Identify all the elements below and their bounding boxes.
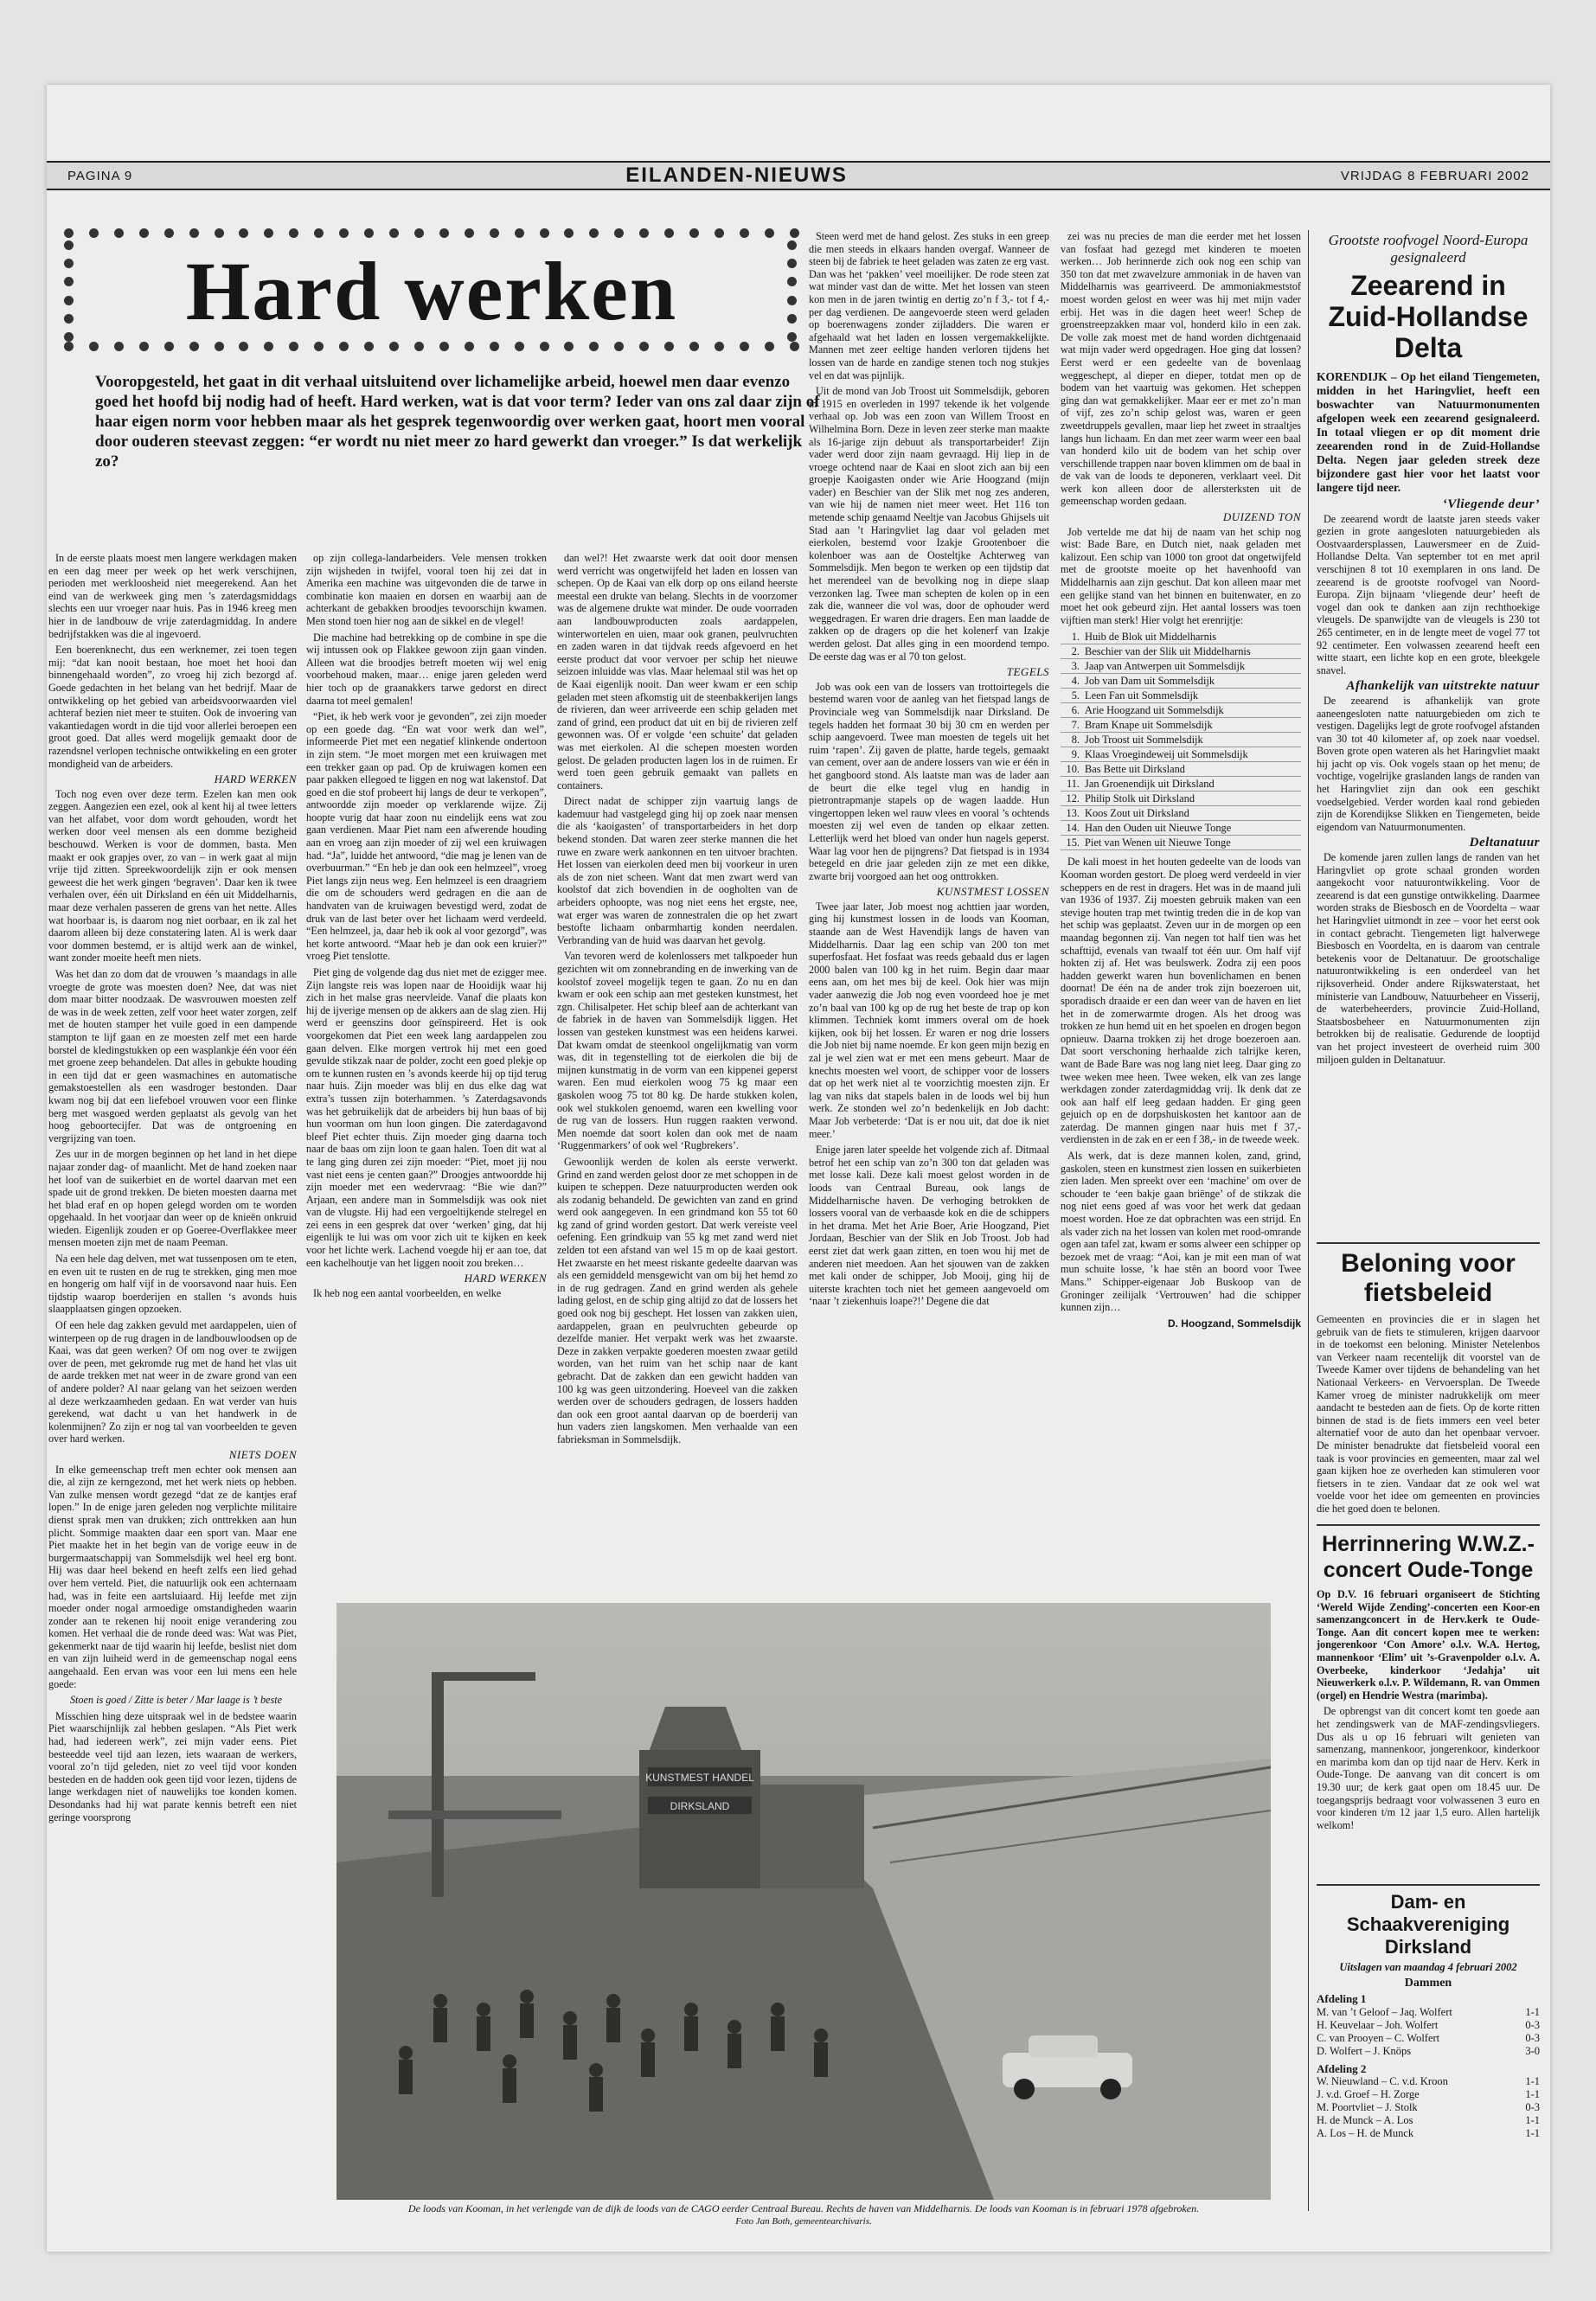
paragraph: Twee jaar later, Job moest nog achttien jaar worden, ging hij kunstmest lossen in de loods van Kooman, staande aan de West Havendijk langs de haven van Middelharnis. Daar lag een schip van 200 ton met superfosfaat. Het fosfaat was reeds gebaald dus er lagen 2000 balen van 100 kg in het ruim. Begin daar maar eens aan, om het mes bij de keel. Ook hier was mijn vader aanwezig die Job nog even voordeed hoe je met zo’n baal van 100 kg op de rug het beste de trap op kon klimmen. Techniek komt immers overal om de hoek kijken, ook bij het lossen. Er waren er nog drie lossers die Job niet bij name noemde. Er kon geen mijn bezig en zal je wel zien wat er met een mens gebeurt. Maar de knechts moesten wel voort, de schipper voor de lossers dat op het werk niet al te voorzichtig moesten zijn. Er lag van niks dat stapels balen in de loods wel bij hun werk. Ze stonden wel zo’n bedenkelijk en Job dacht: Maar Job verbeterde: ‘Dat is er nou uit, dat doe ik niet meer.’ xyxy=(809,900,1049,1140)
list-number: 12. xyxy=(1066,792,1080,805)
paragraph: Uit de mond van Job Troost uit Sommelsdijk, geboren in 1915 en overleden in 1997 tekende ik het volgende verhaal op. Job was een zoon van Willem Troost en Wilhelmina Born. Deze in leven zeer sterke man maakte als 16-jarige zijn debuut als transportarbeider! Zijn vader werd door zijn naam gevraagd. Hij liep in de vroege ochtend naar de Kaai en sloot zich aan bij een groepje Kaoigasten onder wie Arie Hoogzand (mijn vader) en Beschier van der Slik met nog zes anderen, van wie hij de namen niet meer weet. Het 116 ton metende schip genaamd Neeltje van Jacobus Ghijsels uit Stad aan ’t Haringvliet lag daar vol geladen met eierkolen, bestemd voor Izakje Grootenboer die kolenboer was aan de Oosteltjke Achterweg van Sommelsdijk. Men begon te werken op een tijdstip dat het merendeel van de bevolking nog in diepe slaap verzonken lag. Twee man schepten de kolen op in een zak die, wanneer die vol was, door de ophouder werd weggedragen. Er waren drie dragers. Een man laadde de zakken op de dragers op die het kolenerf van Izakje werden gelost. Dat alles ging in een moordend tempo. De eerste dag was er al 70 ton gelost. xyxy=(809,385,1049,663)
paragraph: Na een hele dag delven, met wat tussenposen om te eten, en even uit te rusten en de rug te strekken, ging men moe en hongerig om half vijf in de voorsavond naar huis. Een tijdstip waarop boerderijen en stallen ‘s avonds huis slaapplaatsen gingen opzoeken. xyxy=(48,1253,297,1316)
eagle-subheading-1: ‘Vliegende deur’ xyxy=(1442,497,1540,511)
match-score: 3-0 xyxy=(1525,2044,1540,2057)
results-division-2 xyxy=(1317,2063,1540,2141)
list-name: Job Troost uit Sommelsdijk xyxy=(1085,734,1203,747)
sidebar-chess-results xyxy=(1317,1884,1540,2228)
subheading: TEGELS xyxy=(1006,665,1049,679)
photo-caption-text: De loods van Kooman, in het verlengde van de dijk de loods van de CAGO eerder Centraal Bureau. Rechts de haven van Middelharnis. De loods van Kooman is in februari 1978 afgebroken. xyxy=(407,2202,1200,2214)
match-players: A. Los – H. de Munck xyxy=(1317,2127,1414,2140)
list-name: Piet van Wenen uit Nieuwe Tonge xyxy=(1085,836,1231,849)
list-name: Job van Dam uit Sommelsdijk xyxy=(1085,675,1215,688)
lossers-list-item xyxy=(1061,762,1301,777)
article-column-1 xyxy=(47,552,297,2213)
issue-date: VRIJDAG 8 FEBRUARI 2002 xyxy=(1340,168,1529,183)
list-number: 5. xyxy=(1071,689,1080,702)
paragraph: Misschien hing deze uitspraak wel in de bedstee waarin Piet waarschijnlijk zal hebben geslapen. “Als Piet werk had, had iedereen werk”, zei mijn vader eens. Piet besteedde veel tijd aan lezen, iets waaraan de werkers, vooral zo’n tijd geleden, niet zo veel tijd voor konden besteden en de hadden ook geen tijd voor lezen, tijdens de lange werkdagen niet of nauwelijks toe konden komen. Desondanks had hij wat parate kennis betreft een niet geringe voorsprong xyxy=(48,1709,297,1823)
result-row xyxy=(1317,2101,1540,2114)
article-column-5 xyxy=(1061,230,1301,1594)
match-players: C. van Prooyen – C. Wolfert xyxy=(1317,2031,1440,2044)
subheading: DUIZEND TON xyxy=(1222,510,1301,524)
lossers-list-item xyxy=(1061,777,1301,792)
article-column-3 xyxy=(557,552,798,1594)
eagle-paragraph-2: De zeearend is afhankelijk van grote aaneengesloten natte natuurgebieden om zich te vestigen. Dagelijks legt de grote roofvogel afstanden van 30 tot 40 kilometer af, op zoek naar voedsel. Boven grote open wateren als het Haringvliet maakt hij jacht op vis. Ook vogels staan op het menu; de vochtige, vogelrijke graslanden langs de randen van het Haringvliet zijn dan ook een geschikt voedselgebied. Verder worden kaal rond gebieden zijn de Korendijkse Slikken en Tiengemeten, beide eigendom van Natuurmonumenten. xyxy=(1317,694,1540,833)
eagle-paragraph-3: De komende jaren zullen langs de randen van het Haringvliet op grote schaal gronden worden aangekocht voor natuurontwikkeling. Voor de zeearend is dat een gunstige ontwikkeling. Daarmee worden straks de Biesbosch en de Voordelta – waar het Haringvliet uitmondt in zee – voor het eerst ook in contact gebracht. Tiengemeten ligt halverwege Biesbosch en Voordelta, en is daarom van centrale betekenis voor de Deltanatuur. De grootschalige natuurontwikkeling is een onderdeel van het rijksoverheid. Onder andere Rijkswaterstaat, het ministerie van Landbouw, Natuurbeheer en Visserij, de waterbeheerders, provincie Zuid-Holland, Staatsbosbeheer en Natuurmonumenten zijn betrokken bij de realisatie. Gedurende de looptijd van het project investeert de overheid ruim 300 miljoen gulden in Deltanatuur. xyxy=(1317,851,1540,1066)
list-name: Koos Zout uit Dirksland xyxy=(1085,807,1189,820)
paragraph: Die machine had betrekking op de combine in spe die wij intussen ook op Flakkee gewoon zijn gaan vinden. Alleen wat die broodjes betreft moeten wij wel enig voorbehoud maken, maar… enige jaren geleden werd hier toch op de graanakkers tarwe gedorst en direct daarna tot meel gemalen! xyxy=(306,631,547,707)
eagle-subheading-3: Deltanatuur xyxy=(1469,836,1540,850)
paragraph: dan wel?! Het zwaarste werk dat ooit door mensen werd verricht was ongetwijfeld het laden en lossen van schepen. Op de Kaai van elk dorp op ons eiland heerste meestal een drukte van belang. Slechts in de voorzomer was de algemene drukte wat minder. De oude voorraden aan landbouwproducten zoals aardappelen, winterwortelen en uien, maar ook granen, peulvruchten en zaden waren in dat tijdvak reeds afgevoerd en het eerste product dat voor vervoer per schip het nieuwe seizoen inluidde was vlas. Maar helemaal stil was het op de Kaai eigenlijk nooit. Dan weer kwam er een schip geladen met steen afkomstig uit de steenbakkerijen langs de rivieren, dan weer arriveerde een schip geladen met zand of grind, een product dat uit en bij de rivieren zelf gewonnen was. Of er volgde ‘een schuite’ dat geladen was met eierkolen. Al die schepen moesten worden gelost. De geladen producten lagen los in de ruimen. Er werd toen geen gebruik gemaakt van pallets en containers. xyxy=(557,552,798,792)
concert-lead: Op D.V. 16 februari organiseert de Stichting ‘Wereld Wijde Zending’-concerten een Koor-en samenzangconcert in de Herv.kerk te Oude-Tonge. Aan dit concert kopen mee te werken: jongerenkoor ‘Con Amore’ o.l.v. W.A. Hertog, mannenkoor ‘Elim’ uit ’s-Gravenpolder o.l.v. A. Overbeeke, kinderkoor ‘Jedahja’ uit Nieuwerkerk o.l.v. P. Wildemann, R. van Ommen (orgel) en Hendrie Westra (marimba). xyxy=(1317,1588,1540,1702)
match-score: 1-1 xyxy=(1525,2075,1540,2088)
list-name: Bram Knape uit Sommelsdijk xyxy=(1085,719,1213,732)
lossers-list-item xyxy=(1061,821,1301,836)
page-header xyxy=(47,161,1550,190)
lossers-list xyxy=(1061,630,1301,850)
bike-headline: Beloning voor fietsbeleid xyxy=(1341,1249,1516,1307)
dotted-border-top xyxy=(64,228,799,240)
result-row xyxy=(1317,2114,1540,2127)
list-number: 11. xyxy=(1066,778,1080,791)
match-players: J. v.d. Groef – H. Zorge xyxy=(1317,2088,1420,2101)
list-name: Jan Groenendijk uit Dirksland xyxy=(1085,778,1215,791)
concert-headline: Herrinnering W.W.Z.-concert Oude-Tonge xyxy=(1322,1532,1535,1582)
photo-sign-bottom: DIRKSLAND xyxy=(670,1800,730,1812)
bike-paragraph: Gemeenten en provincies die er in slagen het gebruik van de fiets te stimuleren, krijgen daarvoor in de toekomst een beloning. Minister Netelenbos van Verkeer naam recentelijk dit voorstel van de Tweede Kamer over tijdens de behandeling van het Nationaal Verkeers- en Vervoersplan. De Tweede Kamer vroeg de minister nadrukkelijk om meer aandacht te besteden aan de fiets. Op de korte ritten binnen de stad is de fiets immers een veel beter alternatief voor de auto dan het openbaar vervoer. De minister benadrukte dat fietsbeleid vooral een taak is voor provincies en gemeenten, maar zal wel gaan kijken hoe ze overheden kan stimuleren voor fietsers in te zien. Vandaar dat ze ook wel wat voelde voor het idee om gemeenten en provincies die het goed doen te belonen. xyxy=(1317,1313,1540,1515)
paragraph: op zijn collega-landarbeiders. Vele mensen trokken zijn wijsheden in twijfel, vooral toen hij zei dat in Amerika een machine was uitgevonden die de tarwe in combinatie kon maaien en dorsen en waarbij aan de achterkant de gebakken broodjes tevoorschijn kwamen. Men stond toen hier nog aan de sikkel en de vlegel! xyxy=(306,552,547,627)
match-players: H. Keuvelaar – Joh. Wolfert xyxy=(1317,2018,1439,2031)
article-column-2 xyxy=(306,552,547,1594)
sidebar-eagle-article xyxy=(1317,232,1540,1235)
paragraph: Steen werd met de hand gelost. Zes stuks in een greep die men steeds in elkaars handen overgaf. Wanneer de steen bij de fabriek te heet geladen was zaten ze erg vast. Dan was het ‘pakken’ veel moeilijker. De rode steen zat wat minder vast dan de witte. Met het lossen van steen kon men in de jaren twintig en dertig zo’n f 3,- tot f 4,- per dag verdienen. De aangevoerde steen werd geladen op boerenwagens zonder zijladders. Die waren er afgehaald wat het laden en lossen vergemakkelijkte. Mannen met zeer eeltige handen verloren tijdens het lossen van de harde en zandige stenen toch nog stukjes vel en dat was pijnlijk. xyxy=(809,230,1049,381)
subheading: NIETS DOEN xyxy=(228,1447,297,1461)
sidebar-divider xyxy=(1308,230,1309,2211)
paragraph: Een boerenknecht, dus een werknemer, zei toen tegen mij: “dat kan nooit bestaan, hoe moet het hooi dan binnengehaald worden”, zo vroeg hij zich bezorgd af. Goede gedachten in het belang van het bedrijf. Maar de ontwikkeling op het gebied van arbeidsvoorwaarden viel achteraf bezien niet meer te stuiten. Ook de invoering van vakantiedagen wordt in die tijd voor allerlei beroepen een groot goed. Dat alles werd mogelijk gemaakt door de razendsnel verlopen technische ontwikkeling en een groter mondigheid van de arbeiders. xyxy=(48,644,297,770)
lossers-list-item xyxy=(1061,747,1301,762)
lossers-list-item xyxy=(1061,792,1301,806)
match-players: W. Nieuwland – C. v.d. Kroon xyxy=(1317,2075,1448,2088)
list-number: 9. xyxy=(1071,748,1080,761)
list-name: Leen Fan uit Sommelsdijk xyxy=(1085,689,1199,702)
list-number: 13. xyxy=(1066,807,1080,820)
dotted-border-bottom xyxy=(64,342,799,354)
photo-crane-post xyxy=(432,1672,444,1897)
sidebar-concert-article xyxy=(1317,1524,1540,1877)
article-title: Hard werken xyxy=(185,245,678,337)
masthead: EILANDEN-NIEUWS xyxy=(625,163,848,187)
paragraph: Als werk, dat is deze mannen kolen, zand, grind, gaskolen, steen en kunstmest zien lossen en suikerbieten zien laden. Men spreekt over een ‘machine’ om over de schouder te ‘een bakje gaan briënge’ of de stikzak die nog niet eens goed af was voor het werk dat gedaan moest worden. Hoe ze dat opbrachten was een strijd. En als vader zich na het lossen van kolen met rood-omrande ogen aan tafel zat, kwam er soms alweer een schipper op bezoek met de vraag: “Aoi, kan je mit een man of wat mun schuite losse, ’k hae stên an boord voor Twee Mans.” Schipper-eigenaar Job Buskoop van de Groninger zeilijalk ‘Vertrouwen’ had die schipper kunnen zijn… xyxy=(1061,1150,1301,1314)
result-row xyxy=(1317,2019,1540,2032)
paragraph: In elke gemeenschap treft men echter ook mensen aan die, al zijn ze kerngezond, met het werk niets op hebben. Van zulke mensen wordt gezegd “dat ze de kantjes eraf lopen.” In de enige jaren geleden nog verplichte militaire dienst sprak men van drukken; zich onttrekken aan hun plicht. Sommige maakten daar een sport van. Maar ene Piet maakte het in het begin van de vorige eeuw in de burgermaatschappij van Sommelsdijk wel heel erg bont. Hij was daar heel bekend en heeft zelfs een lied gehad over hem verteld. Piet, die natuurlijk ook een achternaam had, was in feite een aartsluiaard. Hij leefde met zijn moeder onder nogal armoedige omstandigheden waarin zonder aan te rekenen hij nooit enige verandering zou komen. Het verhaal die de ronde deed was: Wat was Piet, gekenmerkt naar de tijd waarin hij leefde, beslist niet dom en van zijn luiheid werd in de gemeenschap nogal eens aangehaald. Een ervan was voor een lui mens een hele goede: xyxy=(48,1463,297,1690)
historic-photo xyxy=(337,1603,1271,2200)
eagle-paragraph-1: De zeearend wordt de laatste jaren steeds vaker gezien in grote aangesloten natuurgebieden als Oostvaardersplassen, Lauwersmeer en de Zuid-Hollandse Delta. Van september tot en met april verschijnen 8 tot 10 exemplaren in ons land. De zeearend is de grootste roofvogel van Noord-Europa. Zijn bijnaam ‘vliegende deur’ heeft de vogel dan ook te danken aan zijn rechthoekige vleugels. De spanwijdte van de vleugels is 230 tot 265 centimeter, en in de lengte meet de vogel 77 tot 92 centimeter. Een volwassen zeearend heeft een witte staart, een lichte kop en een grote, bleekgele snavel. xyxy=(1317,512,1540,676)
lossers-list-item xyxy=(1061,836,1301,850)
list-name: Han den Ouden uit Nieuwe Tonge xyxy=(1085,822,1232,835)
division-2-list xyxy=(1317,2075,1540,2140)
division-1-list xyxy=(1317,2006,1540,2058)
list-number: 1. xyxy=(1071,631,1080,644)
result-row xyxy=(1317,2006,1540,2019)
author-signature: D. Hoogzand, Sommelsdijk xyxy=(1167,1317,1301,1330)
paragraph: Of een hele dag zakken gevuld met aardappelen, uien of winterpeen op de rug dragen in de landbouwloodsen op de Kaai, was dat geen werken? Of om nog over te zwijgen over de peen, met gekromde rug met de hand het vlas uit de aarde trekken met nat weer in de zware grond van een of andere polder? Al naar gelang van het seizoen werden al deze werkzaamheden gedaan. En wat verder van huis gerekend, wat dacht u van het handwerk in de kolenmijnen? Zo zijn er nog tal van voorbeelden te geven over hard werken. xyxy=(48,1319,297,1445)
paragraph: De kali moest in het houten gedeelte van de loods van Kooman worden gestort. De ploeg werd verdeeld in vier scheppers en de rest in dragers. Het was in de maand juli van 1936 of 1937. Zij moesten gebruik maken van een stevige houten trap met twintig treden die in de kop van het schip was geplaatst. Zeven uur in de morgen op een maandag begonnen zij. Van negen tot half tien was het schafttijd, evenals van twaalf tot één uur. Om half vijf hokten zij af. Het was beulswerk. Zodra zij een poos hadden gewerkt waren hun bovenlichamen en benen doornat! De één na de ander trok zijn boezeroen uit, sporadisch draaide er een dan weer van de haven en liet het in de zomerwarmte drogen. Als het droog was trokken ze hun hemd uit en het spoelen en drogen begon opnieuw. Daarna trokken zij het droge boezeroen aan. Dat soort verschoning herhaalde zich talrijke keren, want de Bade Bare was nog lang niet leeg. Daar ging zo twee weken mee heen. Twee weken, elk van zes lange werkdagen zonder zaterdagmiddag vrij. Ik denk dat ze ook aan half elf leeg gedaan hadden. Er ging geen gejuich op en de dorpshuiskosten het kantoor aan de zaterdag. De mannen gingen naar huis met f 37,- verdiensten in de zak en er een f 38,- in de tweede week. xyxy=(1061,856,1301,1146)
result-row xyxy=(1317,2045,1540,2058)
lossers-list-item xyxy=(1061,630,1301,644)
result-row xyxy=(1317,2075,1540,2088)
list-number: 7. xyxy=(1071,719,1080,732)
paragraph: Was het dan zo dom dat de vrouwen ’s maandags in alle vroegte de grote was moesten doen? Nee, dat was niet dom maar bitter noodzaak. De wasvrouwen moesten zelf de was in de week zetten, zelf voor heet water zorgen, zelf met de houten stamper het vuile goed in een dampende stampton te lijf gaan en ze moesten zelf met een harde borstel de kledingstukken op een wasplankje één voor één met groene zeep behandelen. Dat alles in gebukte houding in een tijd dat er geen wasmachines en automatische gemakstoestellen als een wasdroger bestonden. Daar kwam nog bij dat een liefeboel vrouwen voor een flinke berg met wasgoed werden geplaatst als gevolg van het hoog geboortecijfer. Dat was de ontgroening en vergrijzing van toen. xyxy=(48,968,297,1144)
paragraph: Gewoonlijk werden de kolen als eerste verwerkt. Grind en zand werden gelost door ze met schoppen in de kuipen te scheppen. Deze natuurproducten werden ook als zodanig behandeld. De gewichten van zand en grind werd ook aangegeven. In een grindmand kon 55 tot 60 kg zand of grind worden gestort. Dat werk vereiste veel oefening. Een grindkuip van 55 kg met zand werd niet zelden tot een afstand van wel 15 m op de kaai gestort. Het zwaarste en het meest riskante gedeelte daarvan was als een gemiddeld mensgewicht van om bij het hemd zo in de rug gedragen. Zand en grind werden als gehele lading gelost, en de schip ging altijd zo dat de lossers het goed ook nog bij geschept. Het lossen van zakken uien, aardappelen, graan en peulvruchten gebeurde op dezelfde manier. Het verpakt werk was het zwaarste. Deze in zakken verpakte goederen moesten zwaar getild worden, van het ruim van het schip naar de kant gebracht. Dat de zakken dan een gewicht hadden van 100 kg was geen uitzondering. Hoeveel van die zakken werden over de schouders gedragen, de lossers hadden dan ook een groot aantal daarvan op de boerderij van hun vaders zien langskomen. Men verhaalde van een fabrieksman in Sommelsdijk. xyxy=(557,1155,798,1445)
article-intro: Vooropgesteld, het gaat in dit verhaal uitsluitend over lichamelijke arbeid, hoewel men daar evenzo goed het hoofd bij nodig had of heeft. Hard werken, wat is dat voor term? Ieder van ons zal daar zijn of haar eigen norm voor hebben maar als het gesprek tegenwoordig over werken gaat, hoort men vooral door ouderen steevast zeggen: “er wordt nu niet meer zo hard gewerkt dan vroeger.” Is dat werkelijk zo? xyxy=(95,373,820,471)
sidebar-bike-article xyxy=(1317,1242,1540,1522)
match-players: D. Wolfert – J. Knöps xyxy=(1317,2044,1412,2057)
list-number: 4. xyxy=(1071,675,1080,688)
match-score: 1-1 xyxy=(1525,2114,1540,2127)
paragraph: Direct nadat de schipper zijn vaartuig langs de kademuur had vastgelegd ging hij op zoek naar mensen die als ‘kaoigasten’ of transportarbeiders in het dorp bekend stonden. Dat waren zeer sterke mannen die het ruwe en zware werk aankonnen en ten uitvoer brachten. Het lossen van eierkolen deed men bij voorkeur in uren als de zon niet scheen. Want dat men zwart werd van koolstof dat zich bovendien in de oogholten van de arbeiders ophoopte, was nog niet eens het ergste, nee, wat erger was waren de zonnestralen die op het zwart bestofte lichaam onbarmhartig konden neerdalen. Verbranding van de huid was daarvan het gevolg. xyxy=(557,795,798,946)
photo-illustration xyxy=(337,1603,1271,2200)
list-name: Huib de Blok uit Middelharnis xyxy=(1085,631,1217,644)
list-number: 2. xyxy=(1071,645,1080,658)
match-score: 0-3 xyxy=(1525,2031,1540,2044)
eagle-kicker: Grootste roofvogel Noord-Europa gesignaleerd xyxy=(1328,232,1529,266)
lossers-list-item xyxy=(1061,718,1301,733)
paragraph: Ik heb nog een aantal voorbeelden, en welke xyxy=(313,1286,502,1299)
chess-section: Dammen xyxy=(1404,1976,1452,1990)
list-number: 6. xyxy=(1071,704,1080,717)
lossers-list-item xyxy=(1061,689,1301,703)
division-1-title: Afdeling 1 xyxy=(1317,1992,1367,2006)
dotted-border-left xyxy=(64,240,76,342)
dotted-border-right xyxy=(787,240,799,342)
paragraph: Piet ging de volgende dag dus niet met de ezigger mee. Zijn langste reis was lopen naar de Hooidijk waar hij zich in het malse gras neervleide. Vanaf die plaats kon hij de ijverige mensen op de akkers aan de slag zien. Hij werd er geenszins door geïnspireerd. Het is ook voorgekomen dat Piet een week lang aardappelen zou gaan delven. Elke morgen vertrok hij met een goed gevulde stikzak naar de polder, zocht een goed plekje op om te kunnen rusten en ’s avonds keerde hij op tijd terug naar huis. Zijn moeder was blij en dus elke dag wat extra’s tussen zijn boterhammen. ’s Zaterdagsavonds was het gebruikelijk dat de arbeiders bij hun baas of bij hun voorman om hun loon gingen. Die zaterdagavond bleef Piet echter thuis. Zijn moeder ging daarna toch naar de baas om zijn loon te gaan halen. Toen dit wat al te lang ging duren zei zijn moeder: “Piet, moet jij nou vast niet eens je centen gaan?” Droogjes antwoordde hij zijn moeder met een wedervraag: “Bie wie dan?” Arjaan, een andere man in Sommelsdijk was ook niet van de vlugste. Hij had een vergoeltijkende stelregel en zei eens in een gesprek dat over ‘werken’ ging, dat hij eigenlijk te lui was om voor zich uit te kijken en keek voor het lichte werk. Lachend voegde hij er aan toe, dat een kachelhoutje van het liggen nooit zou breken… xyxy=(306,966,547,1269)
lossers-list-item xyxy=(1061,659,1301,674)
division-2-title: Afdeling 2 xyxy=(1317,2061,1367,2075)
lossers-list-item xyxy=(1061,644,1301,659)
chess-headline: Dam- en Schaakvereniging Dirksland xyxy=(1346,1891,1510,1958)
match-score: 1-1 xyxy=(1525,2127,1540,2140)
result-row xyxy=(1317,2032,1540,2045)
list-name: Philip Stolk uit Dirksland xyxy=(1085,792,1195,805)
result-row xyxy=(1317,2088,1540,2101)
paragraph: In de eerste plaats moest men langere werkdagen maken en een dag meer per week op het werk verschijnen, perioden met werkloosheid niet meegerekend. Aan het eind van de werkweek ging men ’s zaterdagsmiddags slechts een uur vroeger naar huis. Pas in 1946 kreeg men hier in de landbouw de vrije zaterdagmiddag. In andere bedrijfstakken was die al ingevoerd. xyxy=(48,552,297,640)
concert-paragraph: De opbrengst van dit concert komt ten goede aan het zendingswerk van de MAF-zendingsvliegers. Dus als u op 16 februari wilt genieten van samenzang, mannenkoor, jongerenkoor, kinderkoor en marimba kom dan op tijd naar de Herv. Kerk in Oude-Tonge. De aanvang van dit concert is om 19.30 uur; de kerk gaat open om 18.45 uur. De toegangsprijs bedraagt voor volwassenen 3 euro en voor kinderen t/m 12 jaar 1,5 euro. Allen hartelijk welkom! xyxy=(1317,1705,1540,1831)
paragraph: zei was nu precies de man die eerder met het lossen van fosfaat had gezegd met kinderen te moeten werken… Job herinnerde zich ook nog een schip van 350 ton dat met zwavelzure ammoniak in de haven van Middelharnis was gearriveerd. De ammoniakmeststof moest worden gelost en weer was hij met mijn vader erbij. Het was in die dagen heet weer! Schep de groenstreepzakken maar vol, honderd kilo in een zak. De volle zak moest met de hand worden dichtgenaaid wat mijn vader werd opgedragen. Hoe ging dat lossen? Eerst werd er een gedeelte van de bovenlaag weggeschept, al dieper en dieper, totdat men op de bodem van het vaartuig was gekomen. Het scheppen ging dan wat gemakkelijker. Maar eer er met zo’n man of vijf, zes zo’n schip gelost was, waren er geen zweetdruppels gevallen, maar liep het zweet in straaltjes langs hun lichaam. En dan met zeer warm weer een baal van honderd kilo uit de bodem van het schip over verschillende trappen naar boven klimmen om de baal in de vak van de loods te deponeren, verklaart veel. Dit werk kon alleen door de allersterksten uit de gemeenschap worden gedaan. xyxy=(1061,230,1301,508)
list-number: 15. xyxy=(1066,836,1080,849)
headline-box xyxy=(64,228,799,354)
paragraph: Job was ook een van de lossers van trottoirtegels die bestemd waren voor de aanleg van het fietspad langs de Provinciale weg van Sommelsdijk naar Dirksland. De tegels hadden het formaat 30 bij 30 cm en werden per schip aangevoerd. Twee man moesten de tegels uit het ruim ‘rapen’. Zij gaven de platte, harde tegels, gemaakt van cement, over aan de andere lossers van wie er één in het gangboord stond. Als laatste man was de lader aan de beurt die elke tegel vlug en handig in pietrontrapmanje stapels op de wagen laadde. Hun vingertoppen leken wel rauw vlees en vooral ’s ochtends moesten zij wel even de tanden op elkaar zetten. Letterlijk werd het bloed van onder hun nagels geperst. Waar lag voor hen de pijngrens? Dat fietspad is in 1934 betegeld en drie jaar geleden zijn ze met een dikke, zwarte brij voorgoed aan het oog onttrokken. xyxy=(809,680,1049,882)
results-division-1 xyxy=(1317,1993,1540,2058)
match-players: H. de Munck – A. Los xyxy=(1317,2114,1413,2127)
paragraph: Toch nog even over deze term. Ezelen kan men ook zeggen. Aangezien een ezel, ook al kent hij al twee letters van het alfabet, voor dom wordt gehouden, wordt het werken door veel mensen als een domme bezigheid beschouwd. Werken is voor de dommen, basta. Men maakt er ook grapjes over, zo van – in werk gaat al mijn vrije tijd zitten. Spreekwoordelijk zijn er ook mensen geweest die het werk gingen ‘begraven’. Daar ken ik twee verhalen over, één uit Dirksland en één uit Middelharnis, maar deze verhalen passeren de grens van het nette. Alles wat hoorbaar is, is daarom nog niet oorbaar, en ik zal het daarom alleen bij deze constatering laten. Al is werk daar voor dommen bestemd, er is altijd werk aan de winkel, want zonder moeite heeft men niets. xyxy=(48,787,297,965)
lossers-list-item xyxy=(1061,674,1301,689)
list-name: Beschier van der Slik uit Middelharnis xyxy=(1085,645,1251,658)
subheading: HARD WERKEN xyxy=(464,1272,547,1285)
page-number: PAGINA 9 xyxy=(67,168,133,183)
paragraph: Zes uur in de morgen beginnen op het land in het diepe najaar zonder dag- of maanlicht. Met de hand zoeken naar het loof van de suikerbiet en de wortel daarvan met een spade uit de grond trekken. De bieten moesten daarna met het blad eraf en op hopen gelegd worden om te worden opgehaald. In het voorjaar dan weer op de knieën onkruid wieden. Eigenlijk zouden er op Goeree-Overflakkee meer mensen moeten zijn met de naam Peeman. xyxy=(48,1148,297,1249)
list-number: 8. xyxy=(1071,734,1080,747)
list-name: Bas Bette uit Dirksland xyxy=(1085,763,1185,776)
paragraph: Van tevoren werd de kolenlossers met talkpoeder hun gezichten wit om zonnebranding en de inwerking van de koolstof zoveel mogelijk tegen te gaan. Zo nu en dan kwam er ook een schip aan met gesteken kunstmest, het zgn. Chilisalpeter. Het schip bleef aan de achterkant van de fabriek in de haven van Sommelsdijk liggen. Het lossen van gesteken kunstmest was een heidens karwei. Dat kwam omdat de steenkool ongelijkmatig van vorm was, dit in tegenstelling tot de eierkolen die bij de mijnen kunstmatig in de vorm van een kippenei geperst waren. Een mud eierkolen woog 75 kg maar een gaskolen woog 75 tot 80 kg. De harde stukken kolen, ook wel stukkolen genoemd, waren een kwelling voor de rug van de lossers. Hun ruggen raakten verwond. Men noemde dat soort kolen dan ook met de naam ‘Ruggenmarkers’ of ook wel ‘Rugbrekers’. xyxy=(557,950,798,1152)
match-score: 1-1 xyxy=(1525,2088,1540,2101)
list-number: 14. xyxy=(1066,822,1080,835)
paragraph: “Piet, ik heb werk voor je gevonden”, zei zijn moeder op een goede dag. “En wat voor werk dan wel”, informeerde Piet met een negatief klinkende ondertoon in zijn stem. “Je moet morgen met een kruiwagen met een trekker gaan op pad. Op de kruiwagen komen een paar pakken ellegoed te liggen en nog wat lakenstof. Dat goed en die stof probeert hij langs de deur te verkopen”, antwoordde zijn moeder op verklarende wijze. Zij hoopte vurig dat haar zoon nu eindelijk eens wat zou gaan verdienen. Maar Piet nam een afwerende houding aan en vroeg aan zijn moeder of zij wel een kruiwagen had. “Ja”, luidde het antwoord, “die mag je lenen van de overbuurman.” “En heb je dan ook een helmzeel”, vroeg Piet langs zijn neus weg. Een helmzeel is een draagriem die om de schouders werd gedragen en die aan de handvaten van de kruiwagen bevestigd werd, zodat de druk van de last beter over het lichaam werd verdeeld. “Een helmzeel, ja, daar heb ik ook al voor gezorgd”, was het korte antwoord. “Maar heb je dan ook een kruier?” vroeg Piet tenslotte. xyxy=(306,710,547,963)
lossers-list-item xyxy=(1061,703,1301,718)
article-column-4 xyxy=(809,230,1049,1594)
newspaper-page xyxy=(47,85,1550,2252)
list-name: Jaap van Antwerpen uit Sommelsdijk xyxy=(1085,660,1246,673)
match-score: 0-3 xyxy=(1525,2018,1540,2031)
chess-subtitle: Uitslagen van maandag 4 februari 2002 xyxy=(1339,1961,1517,1973)
subheading: KUNSTMEST LOSSEN xyxy=(936,885,1049,899)
photo-caption xyxy=(337,2202,1271,2227)
eagle-headline: Zeearend in Zuid-Hollandse Delta xyxy=(1328,270,1529,363)
eagle-subheading-2: Afhankelijk van uitstrekte natuur xyxy=(1346,679,1540,694)
subheading: HARD WERKEN xyxy=(214,772,297,786)
list-name: Arie Hoogzand uit Sommelsdijk xyxy=(1085,704,1224,717)
eagle-lead: KORENDIJK – Op het eiland Tiengemeten, midden in het Haringvliet, heeft een boswachter van Natuurmonumenten afgelopen week een zeearend gesignaleerd. In totaal vliegen er op dit moment drie zeearenden rond in de Zuid-Hollandse Delta. Negen jaar geleden streek deze bijzondere gast hier voor het laatst voor langere tijd neer. xyxy=(1317,370,1540,494)
match-score: 0-3 xyxy=(1525,2101,1540,2114)
paragraph: Enige jaren later speelde het volgende zich af. Ditmaal betrof het een schip van zo’n 300 ton dat geladen was met losse kali. Deze kali moest gelost worden in de loods van Centraal Bureau, ook langs de Middelharnische haven. De verhoging betrokken de lossers vooral van de verbaasde kok en die de schippers in het drama. Met het Arie Boer, Arie Hoogzand, Piet Jordaan, Beschier van der Slik en Job Troost. Job had eerst ziet dat werk gaan zitten, en toen wou hij met de anderen niet meedoen. Aan het sjouwen van de zakken met kali onder de schipper, Job Mooij, ging hij de uiterste krachten toch niet het gemeen aangevoeld om ‘naar ’t ziekenhuis loape?!’ Degene die dat xyxy=(809,1144,1049,1308)
list-name: Klaas Vroegindeweij uit Sommelsdijk xyxy=(1085,748,1248,761)
lossers-list-item xyxy=(1061,806,1301,821)
lossers-list-item xyxy=(1061,733,1301,747)
paragraph: Job vertelde me dat hij de naam van het schip nog wist: Bade Bare, en Dutch niet, naak geladen met kalizout. Een schip van 1000 ton groot dat ongetwijfeld met de grootste moeite op het havenhoofd van Middelharnis aan zijn geschut. Dat kon alleen maar met een gelijke stand van het binnen en buitenwater, en zo moet het ook gebeurd zijn. Het aantal lossers was toen vijftien man sterk! Hier volgt het erenrijtje: xyxy=(1061,525,1301,626)
photo-sign-top: KUNSTMEST HANDEL xyxy=(645,1772,754,1784)
photo-credit: Foto Jan Both, gemeentearchivaris. xyxy=(735,2216,872,2227)
list-number: 10. xyxy=(1066,763,1080,776)
match-players: M. van ’t Geloof – Jaq. Wolfert xyxy=(1317,2005,1452,2018)
result-row xyxy=(1317,2127,1540,2140)
list-number: 3. xyxy=(1071,660,1080,673)
match-score: 1-1 xyxy=(1525,2005,1540,2018)
match-players: M. Poortvliet – J. Stolk xyxy=(1317,2101,1418,2114)
poem: Stoen is goed / Zitte is beter / Mar laage is ’t beste xyxy=(69,1694,283,1707)
